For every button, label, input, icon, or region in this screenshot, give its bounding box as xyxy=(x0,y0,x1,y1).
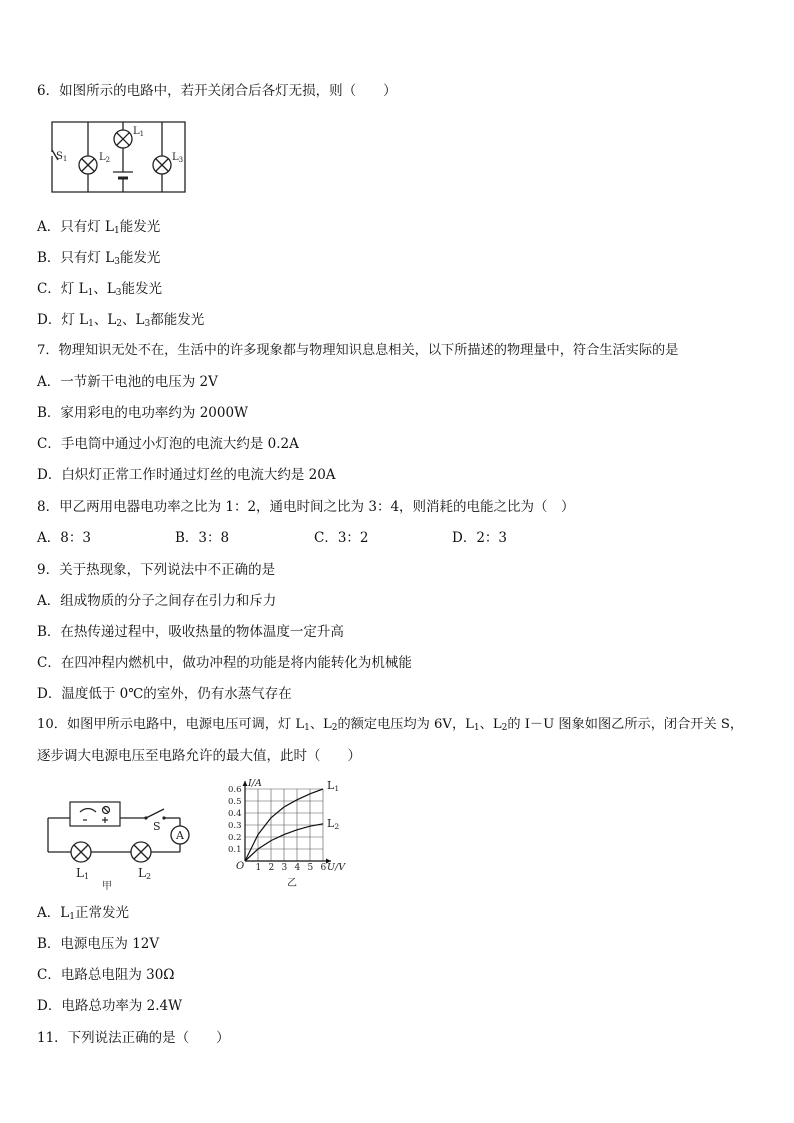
y-tick-label: 0.2 xyxy=(228,833,242,843)
q7-option-d: D．白炽灯正常工作时通过灯丝的电流大约是 20A xyxy=(37,467,336,483)
label-l1: L xyxy=(133,126,140,137)
q9-option-a: A．组成物质的分子之间存在引力和斥力 xyxy=(37,593,277,609)
x-axis-label: U/V xyxy=(327,862,346,873)
y-axis-label: I/A xyxy=(248,778,262,789)
chart-caption: 乙 xyxy=(287,878,297,889)
y-tick-label: 0.4 xyxy=(228,809,242,819)
battery-icon xyxy=(113,172,133,178)
y-tick-label: 0.5 xyxy=(228,797,242,807)
q10-iu-chart xyxy=(225,776,355,891)
series-label-l2: L2 xyxy=(327,816,340,831)
svg-text:L2: L2 xyxy=(138,866,152,881)
q10-option-c: C．电路总电阻为 30Ω xyxy=(37,967,175,983)
q9-option-b: B．在热传递过程中，吸收热量的物体温度一定升高 xyxy=(37,624,344,640)
svg-text:S1: $S_1$ xyxy=(56,151,68,163)
y-axis-arrow xyxy=(243,781,248,786)
q6-option-d: D．灯 $L_1$、$L_2$、$L_3$都能发光 xyxy=(37,312,205,329)
q6-option-a: A．只有灯 $L_1$能发光 xyxy=(37,219,161,236)
lamp-l3-icon xyxy=(153,156,171,174)
q6-option-c: C．灯 $L_1$、$L_3$能发光 xyxy=(37,281,163,298)
lamp-l2-icon xyxy=(131,842,151,862)
label-s1: S xyxy=(56,151,63,162)
x-tick-label: 1 xyxy=(255,863,262,873)
svg-text:A: A xyxy=(176,829,184,842)
q9-option-d: D．温度低于 0℃的室外，仍有水蒸气存在 xyxy=(37,686,292,702)
y-tick-label: 0.3 xyxy=(228,821,242,831)
q6-option-b: B．只有灯 $L_3$能发光 xyxy=(37,250,161,267)
q8-option-b: B．3：8 xyxy=(175,530,230,546)
q10-option-b: B．电源电压为 12V xyxy=(37,936,160,952)
label-l2: L xyxy=(138,866,146,880)
label-l1: L xyxy=(76,866,84,880)
lamp-l1-icon xyxy=(71,842,91,862)
x-tick-label: 4 xyxy=(294,863,301,873)
q7-option-a: A．一节新干电池的电压为 2V xyxy=(37,374,218,390)
q10-option-d: D．电路总功率为 2.4W xyxy=(37,998,182,1014)
x-tick-label: 6 xyxy=(320,863,327,873)
svg-text:L1: L1 xyxy=(76,866,90,881)
q8-option-d: D．2：3 xyxy=(452,530,508,546)
q8-option-a: A．8：3 xyxy=(37,530,91,546)
q10-stem-line2: 逐步调大电源电压至电路允许的最大值，此时（ ） xyxy=(37,748,361,764)
lamp-l2-icon xyxy=(79,156,97,174)
q6-stem: 6．如图所示的电路中，若开关闭合后各灯无损，则（ ） xyxy=(37,83,397,99)
q8-options xyxy=(37,529,537,547)
q8-stem: 8．甲乙两用电器电功率之比为 1：2，通电时间之比为 3：4，则消耗的电能之比为（ ） xyxy=(37,499,575,515)
y-tick-label: 0.6 xyxy=(228,785,242,795)
q7-option-c: C．手电筒中通过小灯泡的电流大约是 0.2A xyxy=(37,436,299,452)
q11-stem: 11．下列说法正确的是（ ） xyxy=(37,1030,230,1046)
x-tick-label: 2 xyxy=(268,863,275,873)
q10-circuit-jia xyxy=(40,790,200,890)
svg-text:L1: $L_1$ xyxy=(133,126,145,138)
q10-stem-line1: 10．如图甲所示电路中，电源电压可调，灯 $L_1$、$L_2$的额定电压均为 6V，$L_1$、$L_2$的 I－U 图象如图乙所示，闭合开关 S， xyxy=(37,717,744,733)
label-switch-s: S xyxy=(153,820,161,833)
q10-option-a: A．$L_1$正常发光 xyxy=(37,905,129,922)
q7-stem: 7．物理知识无处不在，生活中的许多现象都与物理知识息息相关，以下所描述的物理量中，符合生活实际的是 xyxy=(37,343,679,358)
power-supply-icon xyxy=(70,802,120,826)
series-label-l1: L1 xyxy=(327,779,340,793)
q8-option-c: C．3：2 xyxy=(314,530,369,546)
label-l3: L xyxy=(172,152,179,163)
svg-text:L2: $L_2$ xyxy=(99,152,111,164)
x-tick-label: 5 xyxy=(307,863,314,873)
y-tick-label: 0.1 xyxy=(228,845,242,855)
label-l2: L xyxy=(99,152,106,163)
q6-circuit-figure xyxy=(40,112,200,202)
lamp-l1-icon xyxy=(114,130,132,148)
ammeter-icon xyxy=(171,826,189,844)
svg-text:L3: $L_3$ xyxy=(172,152,184,164)
origin-label: O xyxy=(236,861,245,872)
x-tick-label: 3 xyxy=(281,863,288,873)
q7-option-b: B．家用彩电的电功率约为 2000W xyxy=(37,405,248,421)
q9-stem: 9．关于热现象，下列说法中不正确的是 xyxy=(37,562,276,578)
caption-jia: 甲 xyxy=(102,881,112,892)
q9-option-c: C．在四冲程内燃机中，做功冲程的功能是将内能转化为机械能 xyxy=(37,655,412,671)
